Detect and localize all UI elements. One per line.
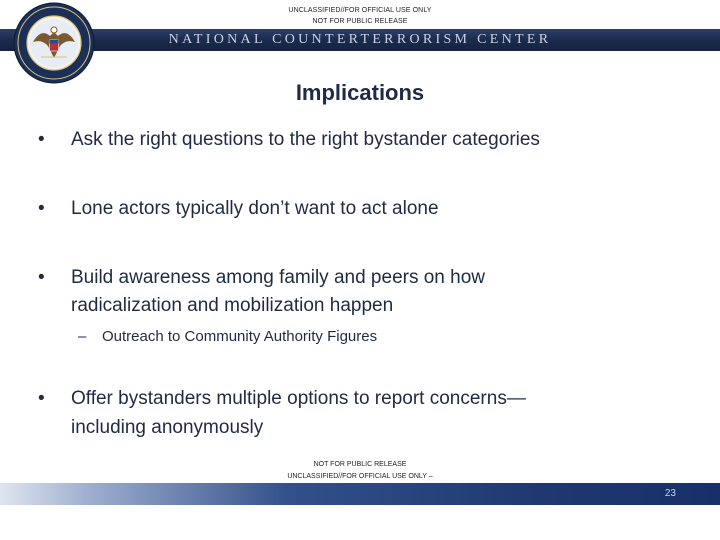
bullet-text: including anonymously — [71, 417, 264, 438]
bullet-text: radicalization and mobilization happen — [71, 295, 394, 316]
release-line: NOT FOR PUBLIC RELEASE — [313, 461, 407, 468]
bullet-dot-icon: • — [38, 198, 45, 219]
bullet-text: Build awareness among family and peers on how — [71, 267, 486, 288]
classification-line: UNCLASSIFIED//FOR OFFICIAL USE ONLY – — [287, 473, 433, 480]
slide-title: Implications — [295, 80, 425, 105]
bullet-dot-icon: • — [38, 267, 45, 288]
bullet-dot-icon: • — [38, 129, 45, 150]
release-line: NOT FOR PUBLIC RELEASE — [312, 18, 408, 25]
sub-bullet-text: Outreach to Community Authority Figures — [102, 328, 378, 345]
top-classification-marking — [0, 5, 720, 27]
nctc-seal-icon — [13, 2, 95, 84]
classification-line: UNCLASSIFIED//FOR OFFICIAL USE ONLY — [288, 7, 432, 14]
footer-bar — [0, 483, 720, 505]
bottom-classification-marking — [0, 459, 720, 483]
page-number: 23 — [664, 488, 676, 499]
bullet-dot-icon: • — [38, 388, 45, 409]
bullet-text: Offer bystanders multiple options to report concerns— — [71, 388, 526, 409]
sub-bullet-dash-icon: – — [78, 328, 87, 345]
bullet-text: Lone actors typically don’t want to act alone — [71, 198, 439, 219]
bullet-text: Ask the right questions to the right bystander categories — [71, 129, 540, 150]
header-banner — [0, 29, 720, 51]
banner-title: NATIONAL COUNTERTERRORISM CENTER — [168, 32, 552, 47]
